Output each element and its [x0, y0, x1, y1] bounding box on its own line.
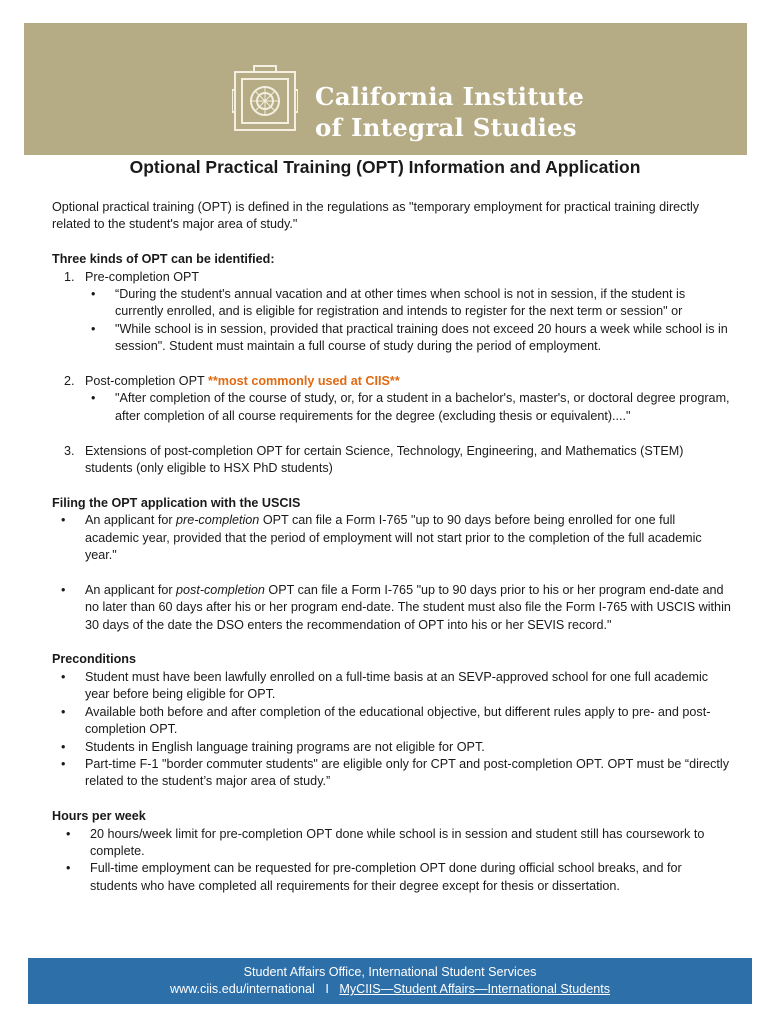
list-item	[52, 860, 732, 895]
ciis-seal-logo	[232, 64, 298, 134]
header-banner	[24, 23, 747, 155]
filing-heading: Filing the OPT application with the USCIS	[52, 495, 301, 510]
list-item-label: Extensions of post-completion OPT for certain Science, Technology, Engineering, and Mathematics (STEM) students (only eligible to HSX PhD students)	[85, 443, 684, 476]
bullet-icon: •	[61, 582, 66, 597]
list-item	[52, 373, 732, 390]
list-item-text: An applicant for pre-completion OPT can file a Form I-765 "up to 90 days before being enrolled for one full academic year, provided that the period of employment will not start prior to the completion of the full academic year."	[85, 513, 702, 563]
list-item-text: Students in English language training programs are not eligible for OPT.	[85, 739, 485, 754]
list-item	[52, 826, 732, 861]
list-item-text: Student must have been lawfully enrolled on a full-time basis at an SEVP-approved school for one full academic year before being eligible for OPT.	[85, 669, 709, 702]
kinds-heading: Three kinds of OPT can be identified:	[52, 252, 275, 267]
footer-links	[28, 981, 752, 998]
bullet-icon: •	[61, 756, 66, 771]
preconditions-heading: Preconditions	[52, 652, 136, 667]
list-item	[52, 704, 732, 739]
list-item-text: "After completion of the course of study, or, for a student in a bachelor's, master's, or doctoral degree program, after completion of all course requirements for the degree (excluding thesis or equivalent)...."	[115, 391, 730, 423]
list-number: 3.	[64, 443, 75, 458]
list-item-text: "While school is in session, provided that practical training does not exceed 20 hours a week while school is in session". Student must maintain a full course of study during the period of employment.	[115, 321, 728, 354]
list-item-label: Pre-completion OPT	[85, 269, 200, 284]
list-item	[52, 286, 732, 321]
list-item	[52, 269, 732, 286]
document-body	[52, 199, 732, 895]
bullet-icon: •	[91, 287, 96, 302]
list-item-text: 20 hours/week limit for pre-completion OPT done while school is in session and student still has coursework to complete.	[90, 826, 705, 858]
page-title: Optional Practical Training (OPT) Information and Application	[129, 157, 641, 177]
list-item	[52, 443, 732, 478]
list-item-text: Full-time employment can be requested for pre-completion OPT done during official school breaks, and for students who have completed all requirements for their degree except for thesis or dissertation.	[90, 861, 682, 893]
bullet-icon: •	[66, 826, 71, 841]
footer-url: www.ciis.edu/international	[169, 982, 315, 996]
list-item	[52, 756, 732, 791]
bullet-icon: •	[91, 321, 96, 336]
footer-office: Student Affairs Office, International Student Services	[243, 965, 537, 979]
bullet-icon: •	[66, 861, 71, 876]
footer-separator: I	[325, 982, 329, 996]
list-item	[52, 321, 732, 356]
intro-paragraph: Optional practical training (OPT) is defined in the regulations as "temporary employment for practical training directly related to the student's major area of study."	[52, 200, 700, 232]
list-item	[52, 582, 732, 634]
list-item	[52, 512, 732, 564]
institution-name-logo: California Institute of Integral Studies	[315, 82, 585, 142]
list-item	[52, 669, 732, 704]
list-item-text: “During the student's annual vacation and at other times when school is not in session, if the student is currently enrolled, and is eligible for registration and intends to register for the next term or session" or	[115, 287, 686, 319]
bullet-icon: •	[61, 513, 66, 528]
hours-heading: Hours per week	[52, 809, 146, 824]
list-item	[52, 390, 732, 425]
list-item-text: An applicant for post-completion OPT can file a Form I-765 "up to 90 days prior to his or her program end-date and no later than 60 days after his or her program end-date. The student must also file the Form I-765 with USCIS within 30 days of the date the DSO enters the recommendation of OPT into his or her SEVIS record."	[85, 582, 731, 632]
footer-bar	[28, 958, 752, 1004]
list-number: 2.	[64, 374, 75, 389]
list-item-text: Part-time F-1 "border commuter students" are eligible only for CPT and post-completion OPT. OPT must be “directly related to the student’s major area of study.”	[85, 756, 730, 789]
list-number: 1.	[64, 269, 75, 284]
bullet-icon: •	[61, 669, 66, 684]
mycias-student-affairs-link[interactable]: MyCIIS—Student Affairs—International Students	[339, 982, 611, 996]
bullet-icon: •	[61, 704, 66, 719]
bullet-icon: •	[91, 391, 96, 406]
list-item-label: Post-completion OPT **most commonly used at CIIS**	[85, 374, 400, 389]
bullet-icon: •	[61, 739, 66, 754]
list-item-text: Available both before and after completion of the educational objective, but different rules apply to pre- and post- completion OPT.	[85, 704, 711, 737]
list-item	[52, 739, 732, 756]
highlight-note: **most commonly used at CIIS**	[207, 374, 400, 389]
